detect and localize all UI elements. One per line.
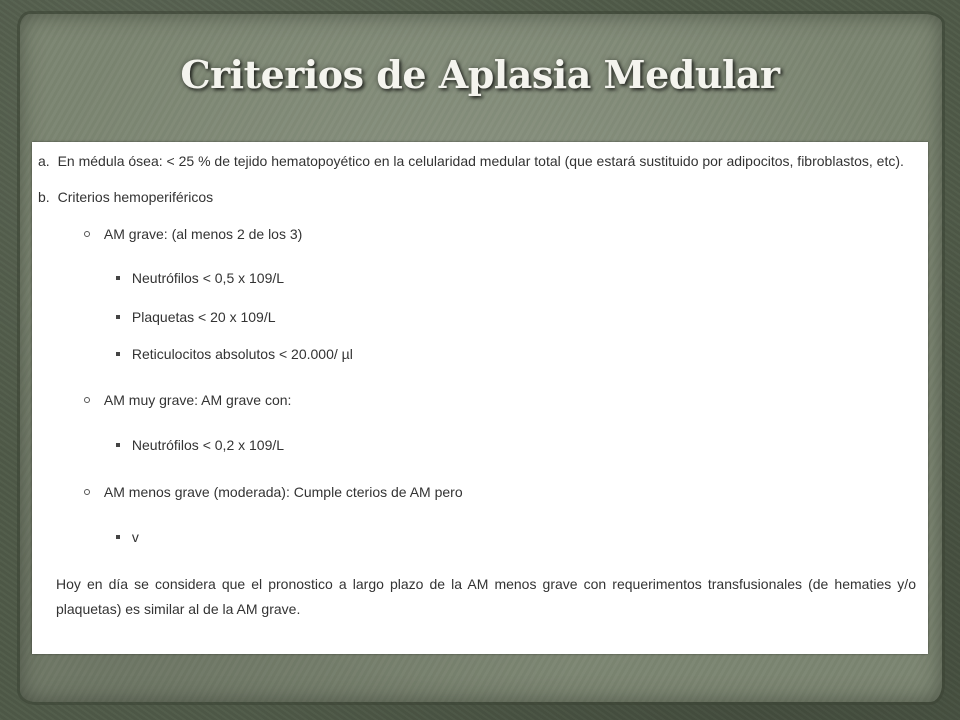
am-muy-grave-item <box>84 391 291 409</box>
am-grave-criterion <box>116 308 276 326</box>
item-b <box>38 188 213 206</box>
circle-bullet-icon <box>84 397 90 403</box>
square-bullet-icon <box>116 315 120 319</box>
square-bullet-icon <box>116 535 120 539</box>
am-grave-item <box>84 225 302 243</box>
square-bullet-icon <box>116 352 120 356</box>
am-menos-grave-text: AM menos grave (moderada): Cumple cterios de AM pero <box>103 484 463 500</box>
criterion-text: v <box>131 529 139 545</box>
am-grave-text: AM grave: (al menos 2 de los 3) <box>103 226 303 242</box>
content-image <box>32 142 928 654</box>
item-a-text: En médula ósea: < 25 % de tejido hematopoyético en la celularidad medular total (que estará sustituido por adipocitos, fibroblastos, etc). <box>57 153 904 169</box>
criterion-text: Neutrófilos < 0,5 x 109/L <box>131 270 285 286</box>
am-menos-grave-criterion <box>116 528 139 546</box>
slide-title: Criterios de Aplasia Medular <box>180 52 780 97</box>
item-b-marker: b. <box>38 189 50 205</box>
am-grave-criterion <box>116 269 284 287</box>
criterion-text: Neutrófilos < 0,2 x 109/L <box>131 437 285 453</box>
item-a <box>38 152 904 170</box>
item-a-marker: a. <box>38 153 50 169</box>
circle-bullet-icon <box>84 489 90 495</box>
am-menos-grave-item <box>84 483 463 501</box>
am-muy-grave-text: AM muy grave: AM grave con: <box>103 392 292 408</box>
footer-paragraph: Hoy en día se considera que el pronostico a largo plazo de la AM menos grave con requerimentos transfusionales (de hematies y/o plaquetas) es similar al de la AM grave. <box>56 576 916 617</box>
square-bullet-icon <box>116 276 120 280</box>
am-muy-grave-criterion <box>116 436 284 454</box>
am-grave-criterion <box>116 345 353 363</box>
square-bullet-icon <box>116 443 120 447</box>
circle-bullet-icon <box>84 231 90 237</box>
criterion-text: Plaquetas < 20 x 109/L <box>131 309 276 325</box>
criterion-text: Reticulocitos absolutos < 20.000/ µl <box>131 346 353 362</box>
item-b-text: Criterios hemoperiféricos <box>57 189 214 205</box>
